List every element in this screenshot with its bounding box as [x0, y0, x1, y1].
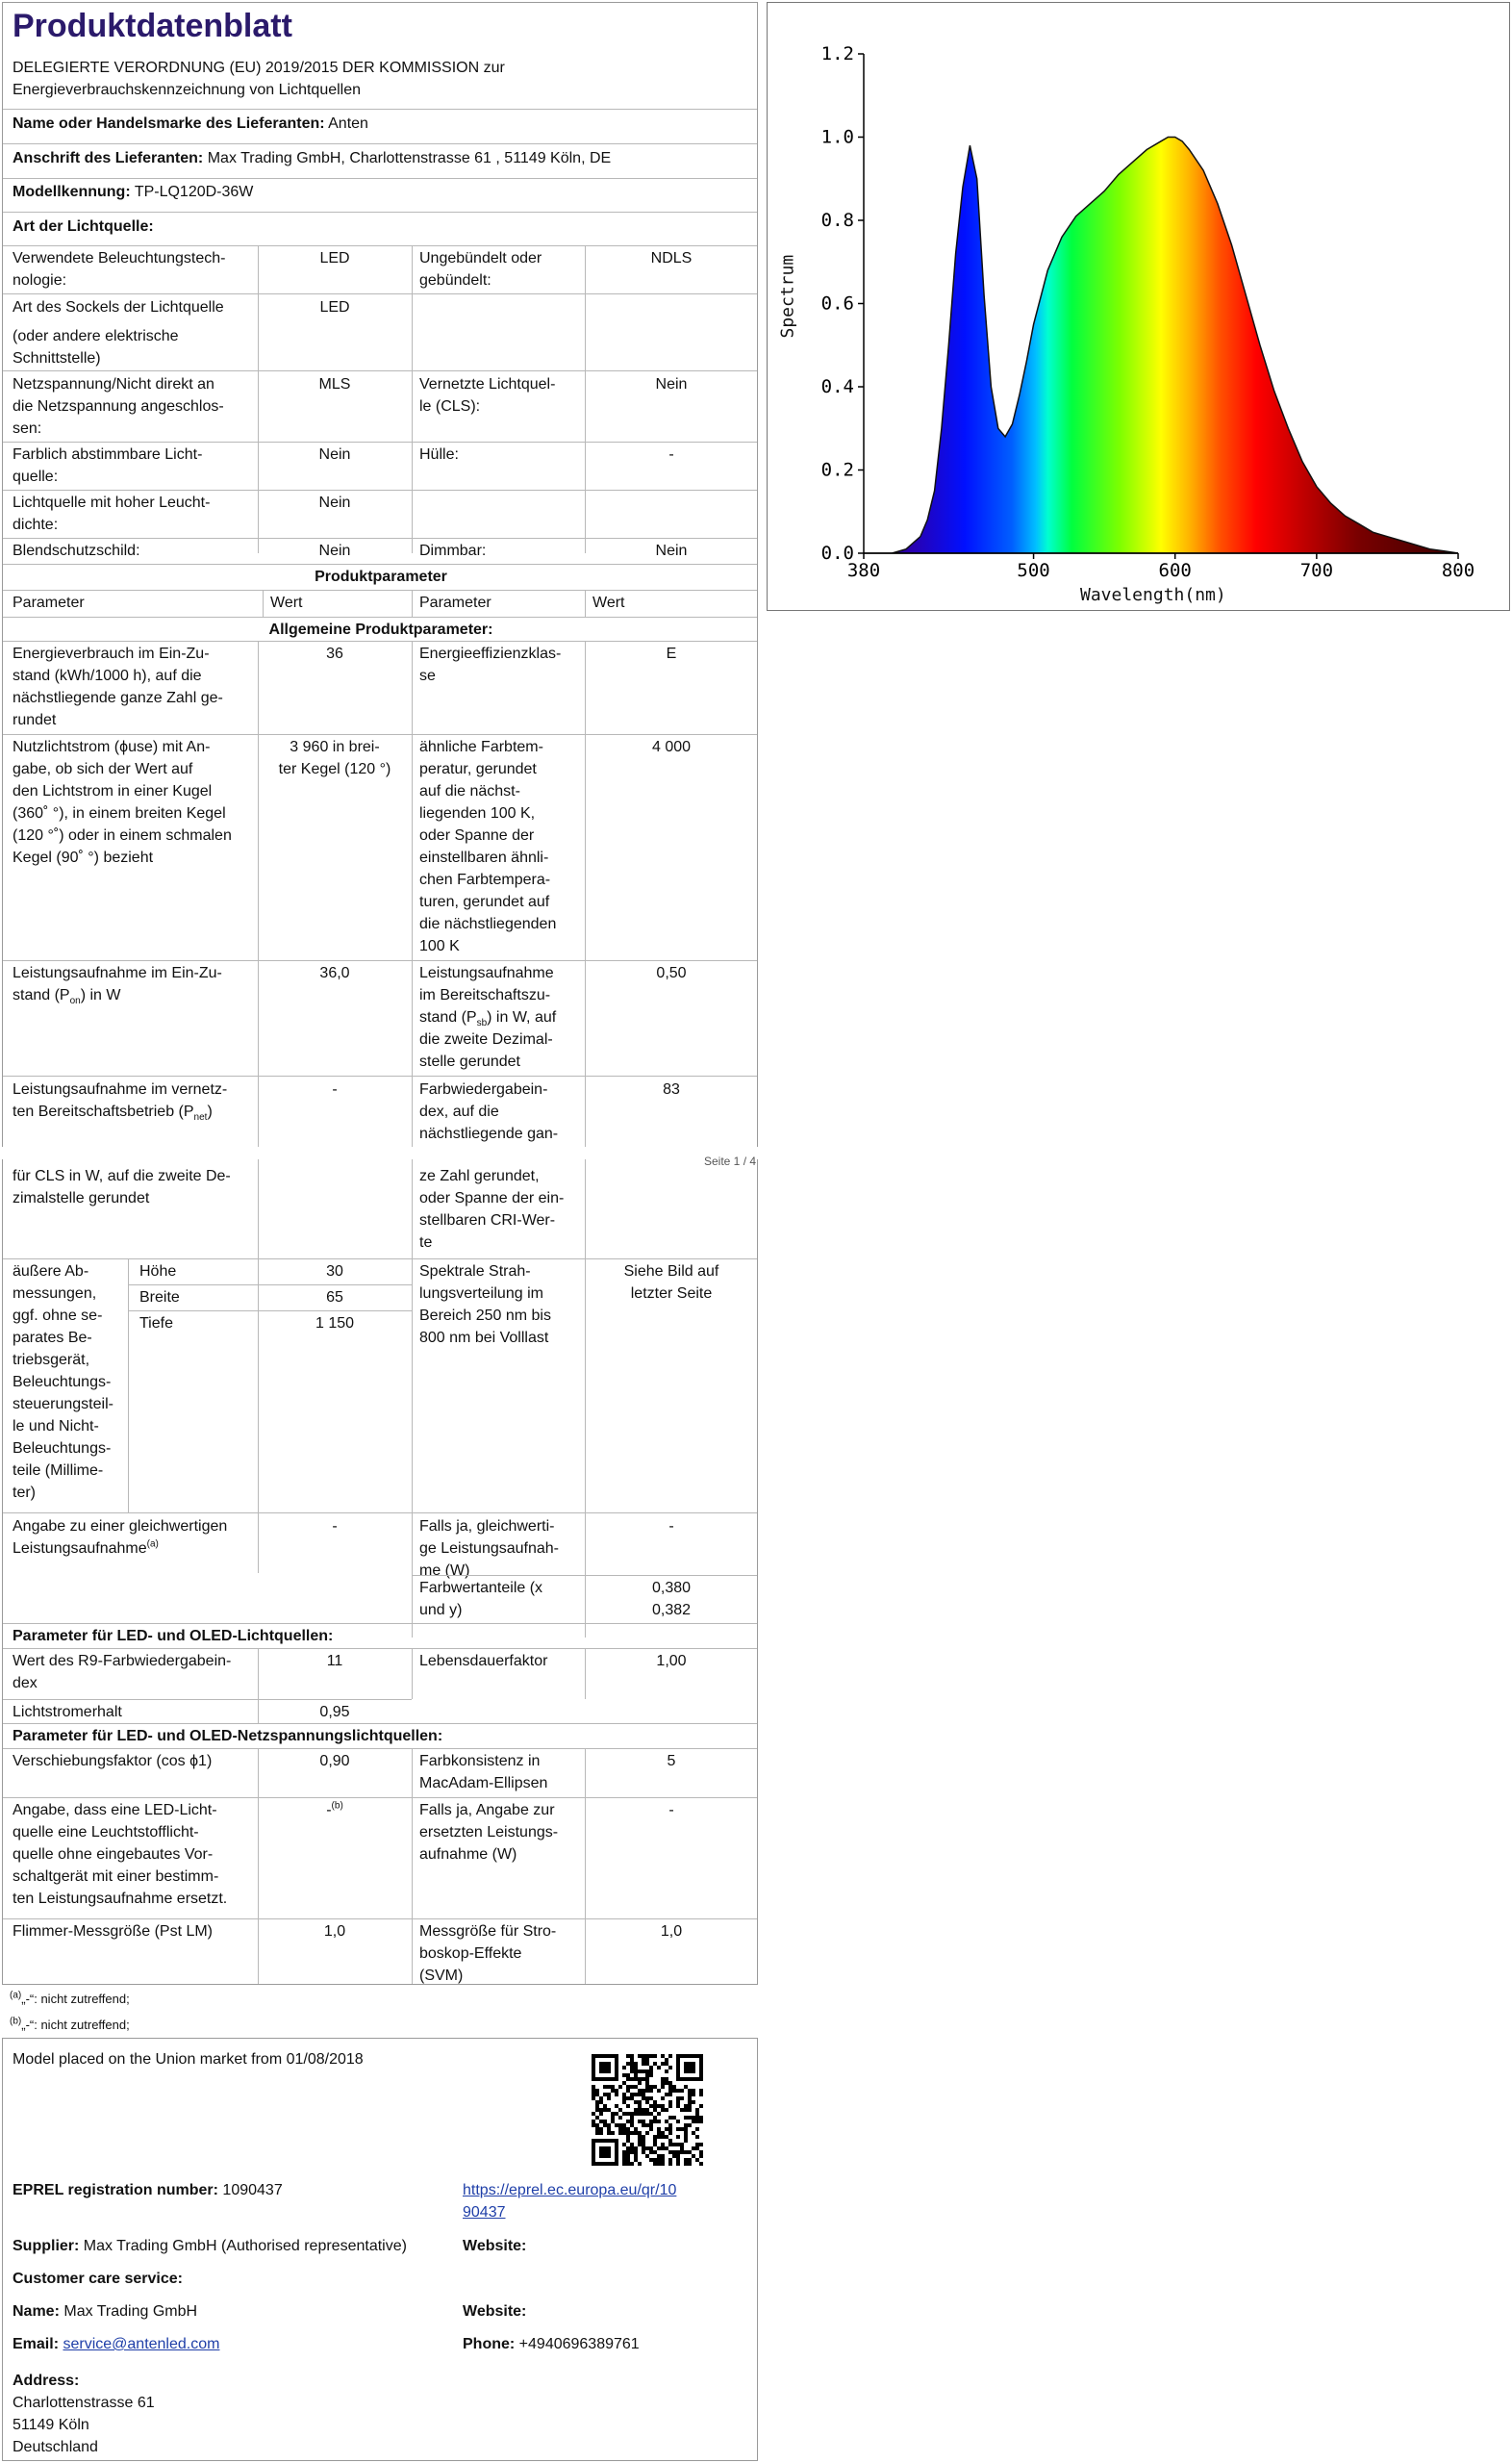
technology-value: LED — [319, 250, 350, 267]
anti-glare-label: Blendschutzschild: — [13, 543, 140, 559]
fluorescent-replacement-label: Angabe, dass eine LED-Licht- quelle eine Leuchtstofflicht- quelle ohne eingebautes Vor- schaltgerät mit einer bestimm- ten Leistungsaufnahme ersetzt. — [13, 1802, 228, 1907]
y-tick-label: 0.4 — [820, 376, 854, 397]
r9-value: 11 — [326, 1653, 343, 1669]
y-tick-label: 1.2 — [820, 43, 854, 64]
survival-factor-label: Lebensdauerfaktor — [419, 1653, 548, 1669]
y-tick-label: 0.2 — [820, 459, 854, 481]
mains-value: MLS — [318, 376, 351, 393]
spectral-distribution-label: Spektrale Strah- lungsverteilung im Bereich 250 nm bis 800 nm bei Volllast — [419, 1263, 551, 1346]
energy-consumption-label: Energieverbrauch im Ein-Zu- stand (kWh/1000 h), auf die nächstliegende ganze Zahl ge- rundet — [13, 646, 223, 728]
website-label-2: Website: — [463, 2303, 527, 2320]
light-source-type-heading: Art der Lichtquelle: — [13, 218, 154, 235]
general-params-heading: Allgemeine Produktparameter: — [268, 622, 493, 638]
displacement-factor-value: 0,90 — [319, 1753, 350, 1769]
networked-standby-value: - — [332, 1081, 338, 1098]
cap-type-label: Art des Sockels der Lichtquelle — [13, 299, 224, 316]
equivalent-claimed-value: - — [668, 1518, 674, 1535]
anti-glare-value: Nein — [318, 543, 351, 559]
networked-standby-label-cont: für CLS in W, auf die zweite De- zimalstelle gerundet — [13, 1168, 231, 1206]
standby-power-value: 0,50 — [656, 965, 687, 981]
email-link[interactable]: service@antenled.com — [63, 2336, 220, 2352]
dimensions-label: äußere Ab- messungen, ggf. ohne se- parates Be- triebsgerät, Beleuchtungs- steuerungsteil- le und Nicht- Beleuchtungs- teile (Millime- ter) — [13, 1263, 113, 1501]
flicker-label: Flimmer-Messgröße (Pst LM) — [13, 1923, 214, 1940]
lumen-maintenance-value: 0,95 — [319, 1704, 350, 1720]
cls-value: Nein — [655, 376, 688, 393]
datasheet-table-continued — [2, 1159, 758, 1985]
width-label: Breite — [139, 1289, 180, 1306]
y-tick-label: 0.0 — [820, 543, 854, 564]
regulation-text: DELEGIERTE VERORDNUNG (EU) 2019/2015 DER KOMMISSION zur Energieverbrauchskennzeichnung von Lichtquellen — [13, 60, 505, 98]
x-tick-label: 600 — [1158, 560, 1192, 581]
x-tick-label: 700 — [1299, 560, 1334, 581]
cct-label: ähnliche Farbtem- peratur, gerundet auf die nächst- liegenden 100 K, oder Spanne der einstellbaren ähnli- chen Farbtempera- turen, gerundet auf die nächstliegenden 100 K — [419, 739, 557, 954]
supplier-name-row: Name oder Handelsmarke des Lieferanten: Anten — [13, 115, 368, 132]
technology-label: Verwendete Beleuchtungstech- nologie: — [13, 250, 226, 289]
flicker-value: 1,0 — [323, 1923, 346, 1940]
y-tick-label: 1.0 — [820, 126, 854, 148]
tunable-label: Farblich abstimmbare Licht- quelle: — [13, 446, 203, 485]
supplier-info: Supplier: Max Trading GmbH (Authorised representative) — [13, 2238, 407, 2254]
equivalent-power-label: Angabe zu einer gleichwertigen Leistungsaufnahme$^{(a)}$ — [13, 1518, 228, 1557]
stroboscopic-value: 1,0 — [660, 1923, 683, 1940]
energy-consumption-value: 36 — [326, 646, 343, 662]
replaced-power-label: Falls ja, Angabe zur ersetzten Leistungs- aufnahme (W) — [419, 1802, 559, 1863]
cap-type-label-cont: (oder andere elektrische Schnittstelle) — [13, 328, 179, 367]
high-luminance-value: Nein — [318, 495, 351, 511]
height-value: 30 — [326, 1263, 343, 1280]
led-params-heading: Parameter für LED- und OLED-Lichtquellen: — [13, 1628, 334, 1644]
equivalent-power-value: - — [332, 1518, 338, 1535]
x-tick-label: 380 — [846, 560, 881, 581]
mains-led-params-heading: Parameter für LED- und OLED-Netzspannungslichtquellen: — [13, 1728, 443, 1744]
chart-x-label: Wavelength(nm) — [1080, 585, 1226, 605]
col-header-param-1: Parameter — [13, 595, 85, 611]
website-label-1: Website: — [463, 2238, 527, 2254]
cls-label: Vernetzte Lichtquel- le (CLS): — [419, 376, 556, 415]
equivalent-claimed-label: Falls ja, gleichwerti- ge Leistungsaufnah- me (W) — [419, 1518, 559, 1579]
cri-label: Farbwiedergabein- dex, auf die nächstliegende gan- — [419, 1081, 559, 1142]
col-header-param-2: Parameter — [419, 595, 491, 611]
colour-consistency-label: Farbkonsistenz in MacAdam-Ellipsen — [419, 1753, 548, 1791]
standby-power-label: Leistungsaufnahme im Bereitschaftszu- stand $(P_{sb})$ in W, auf die zweite Dezimal- stelle gerundet — [419, 965, 557, 1070]
care-email: Email: service@antenled.com — [13, 2336, 220, 2352]
footnote-a: $^{(a)}$„-“: nicht zutreffend; — [10, 1990, 130, 2006]
height-label: Höhe — [139, 1263, 177, 1280]
directional-label: Ungebündelt oder gebündelt: — [419, 250, 542, 289]
r9-label: Wert des R9-Farbwiedergabein- dex — [13, 1653, 232, 1691]
x-tick-label: 500 — [1017, 560, 1050, 581]
stroboscopic-label: Messgröße für Stro- boskop-Effekte (SVM) — [419, 1923, 557, 1984]
dimmable-label: Dimmbar: — [419, 543, 487, 559]
tunable-value: Nein — [318, 446, 351, 463]
width-value: 65 — [326, 1289, 343, 1306]
dimmable-value: Nein — [655, 543, 688, 559]
y-tick-label: 0.6 — [820, 292, 854, 315]
y-tick-label: 0.8 — [820, 210, 854, 231]
survival-factor-value: 1,00 — [656, 1653, 687, 1669]
fluorescent-replacement-value: -$^{(b)}$ — [326, 1800, 343, 1818]
customer-care-label: Customer care service: — [13, 2271, 183, 2287]
colour-consistency-value: 5 — [667, 1753, 676, 1769]
supplier-address-row: Anschrift des Lieferanten: Max Trading GmbH, Charlottenstrasse 61 , 51149 Köln, DE — [13, 150, 612, 166]
cri-label-cont: ze Zahl gerundet, oder Spanne der ein- stellbaren CRI-Wer- te — [419, 1168, 565, 1251]
market-date-text: Model placed on the Union market from 01/08/2018 — [13, 2051, 364, 2068]
luminous-flux-value: 3 960 in brei- ter Kegel (120 °) — [278, 739, 391, 777]
col-header-value-1: Wert — [270, 595, 303, 611]
spectral-distribution-value: Siehe Bild auf letzter Seite — [623, 1263, 719, 1302]
depth-label: Tiefe — [139, 1315, 173, 1332]
displacement-factor-label: Verschiebungsfaktor (cos ϕ1) — [13, 1753, 213, 1769]
chromaticity-label: Farbwertanteile (x und y) — [419, 1580, 543, 1618]
address-value: Charlottenstrasse 61 51149 Köln Deutschland — [13, 2395, 155, 2455]
eprel-registration: EPREL registration number: 1090437 — [13, 2182, 283, 2198]
product-params-heading: Produktparameter — [315, 569, 447, 585]
page-number: Seite 1 / 4 — [704, 1155, 757, 1168]
care-name: Name: Max Trading GmbH — [13, 2303, 198, 2320]
care-phone: Phone: +4940696389761 — [463, 2336, 640, 2352]
x-tick-label: 800 — [1441, 560, 1475, 581]
datasheet-table-top — [2, 2, 758, 1147]
chromaticity-value: 0,380 0,382 — [651, 1580, 692, 1618]
directional-value: NDLS — [650, 250, 693, 267]
address-label: Address: — [13, 2373, 80, 2389]
page-title: Produktdatenblatt — [13, 8, 292, 44]
spectrum-curve — [864, 138, 1458, 554]
on-mode-power-value: 36,0 — [319, 965, 350, 981]
high-luminance-label: Lichtquelle mit hoher Leucht- dichte: — [13, 495, 211, 533]
lumen-maintenance-label: Lichtstromerhalt — [13, 1704, 122, 1720]
model-row: Modellkennung: TP-LQ120D-36W — [13, 184, 254, 200]
qr-code[interactable] — [592, 2054, 703, 2166]
eprel-link[interactable]: https://eprel.ec.europa.eu/qr/10 90437 — [463, 2182, 677, 2221]
envelope-value: - — [668, 446, 674, 463]
spectrum-chart — [768, 3, 1509, 610]
depth-value: 1 150 — [315, 1315, 355, 1332]
eprel-info-box — [2, 2038, 758, 2461]
luminous-flux-label: Nutzlichtstrom (ϕuse) mit An- gabe, ob sich der Wert auf den Lichtstrom in einer Kugel (360˚ °), in einem breiten Kegel (120 °˚) oder in einem schmalen Kegel (90˚ °) bezieht — [13, 739, 232, 866]
cap-type-value: LED — [319, 299, 350, 316]
on-mode-power-label: Leistungsaufnahme im Ein-Zu- stand $(P_{on})$ in W — [13, 965, 222, 1007]
replaced-power-value: - — [668, 1802, 674, 1818]
col-header-value-2: Wert — [592, 595, 625, 611]
cri-value: 83 — [663, 1081, 680, 1098]
cct-value: 4 000 — [651, 739, 692, 755]
chart-y-label: Spectrum — [777, 254, 798, 339]
efficiency-class-label: Energieeffizienzklas- se — [419, 646, 562, 684]
efficiency-class-value: E — [666, 646, 677, 662]
networked-standby-label: Leistungsaufnahme im vernetz- ten Bereitschaftsbetrieb $(P_{net})$ — [13, 1081, 228, 1124]
footnote-b: $^{(b)}$„-“: nicht zutreffend; — [10, 2016, 130, 2032]
envelope-label: Hülle: — [419, 446, 459, 463]
spectrum-chart-box — [767, 2, 1510, 611]
mains-label: Netzspannung/Nicht direkt an die Netzspannung angeschlos- sen: — [13, 376, 224, 437]
